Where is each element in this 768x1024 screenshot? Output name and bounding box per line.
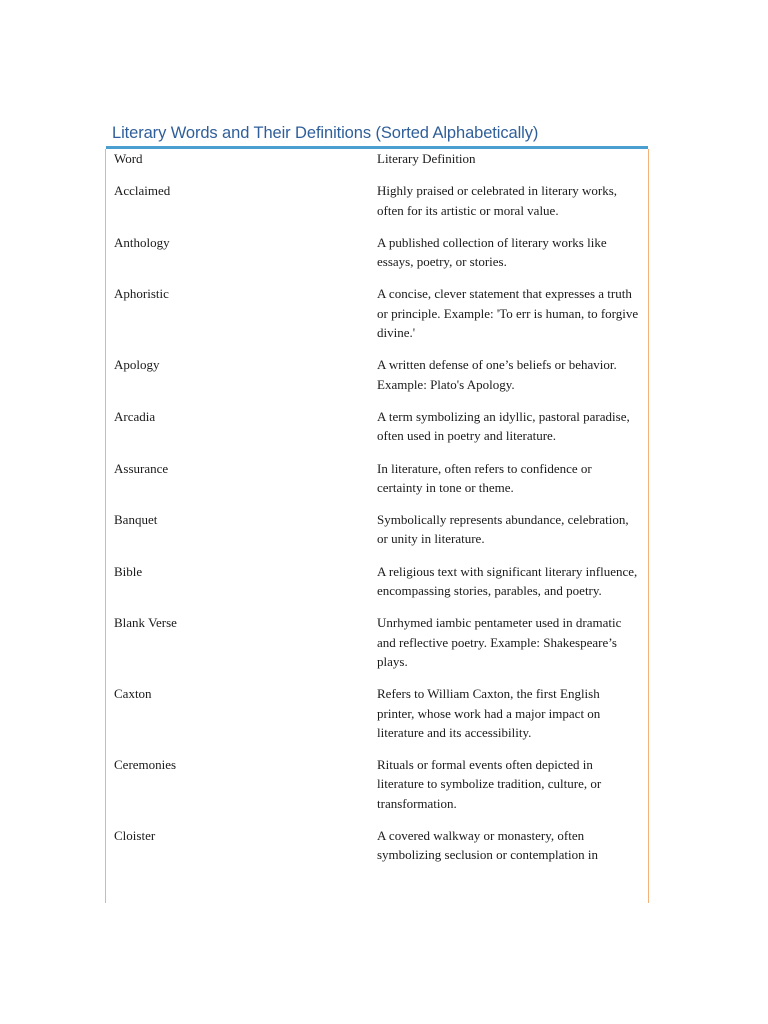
column-header-definition: Literary Definition — [377, 151, 476, 166]
table-row — [106, 355, 648, 394]
word-cell: Assurance — [114, 460, 169, 476]
word-cell: Bible — [114, 563, 143, 579]
definitions-table — [105, 149, 649, 903]
word-cell: Acclaimed — [114, 183, 171, 199]
word-cell: Banquet — [114, 512, 158, 528]
definition-cell: A religious text with significant literary influence, encompassing stories, parables, and poetry. — [377, 563, 638, 599]
word-cell: Ceremonies — [114, 757, 177, 773]
definition-cell: A concise, clever statement that expresses a truth or principle. Example: 'To err is human, to forgive divine.' — [377, 286, 639, 341]
table-header-row — [106, 149, 648, 168]
table-row — [106, 510, 648, 549]
definition-cell: A term symbolizing an idyllic, pastoral paradise, often used in poetry and literature. — [377, 408, 630, 444]
table-row — [106, 755, 648, 813]
table-row — [106, 407, 648, 446]
table-row — [106, 284, 648, 342]
word-cell: Aphoristic — [114, 286, 169, 302]
definition-cell: In literature, often refers to confidence or certainty in tone or theme. — [377, 460, 592, 495]
definition-cell: Refers to William Caxton, the first English printer, whose work had a major impact on literature and its accessibility. — [377, 686, 601, 740]
definition-cell: A published collection of literary works like essays, poetry, or stories. — [377, 234, 607, 270]
word-cell: Caxton — [114, 686, 152, 702]
definition-cell: Rituals or formal events often depicted in literature to symbolize tradition, culture, or transformation. — [377, 757, 602, 811]
page-title: Literary Words and Their Definitions (Sorted Alphabetically) — [112, 124, 539, 142]
table-row — [106, 181, 648, 220]
table-row — [106, 459, 648, 498]
definition-cell: Symbolically represents abundance, celebration, or unity in literature. — [377, 512, 629, 547]
word-cell: Blank Verse — [114, 615, 177, 631]
column-header-word: Word — [114, 151, 143, 166]
word-cell: Arcadia — [114, 408, 156, 424]
table-row — [106, 684, 648, 742]
word-cell: Anthology — [114, 234, 170, 250]
definition-cell: Unrhymed iambic pentameter used in dramatic and reflective poetry. Example: Shakespeare’s plays. — [377, 615, 622, 669]
word-cell: Apology — [114, 357, 160, 373]
table-row — [106, 233, 648, 272]
table-row — [106, 826, 648, 865]
table-row — [106, 613, 648, 671]
definition-cell: A written defense of one’s beliefs or behavior. Example: Plato's Apology. — [377, 357, 617, 392]
table-row — [106, 562, 648, 601]
definition-cell: A covered walkway or monastery, often symbolizing seclusion or contemplation in — [377, 828, 598, 863]
word-cell: Cloister — [114, 828, 156, 844]
definition-cell: Highly praised or celebrated in literary works, often for its artistic or moral value. — [377, 183, 618, 218]
